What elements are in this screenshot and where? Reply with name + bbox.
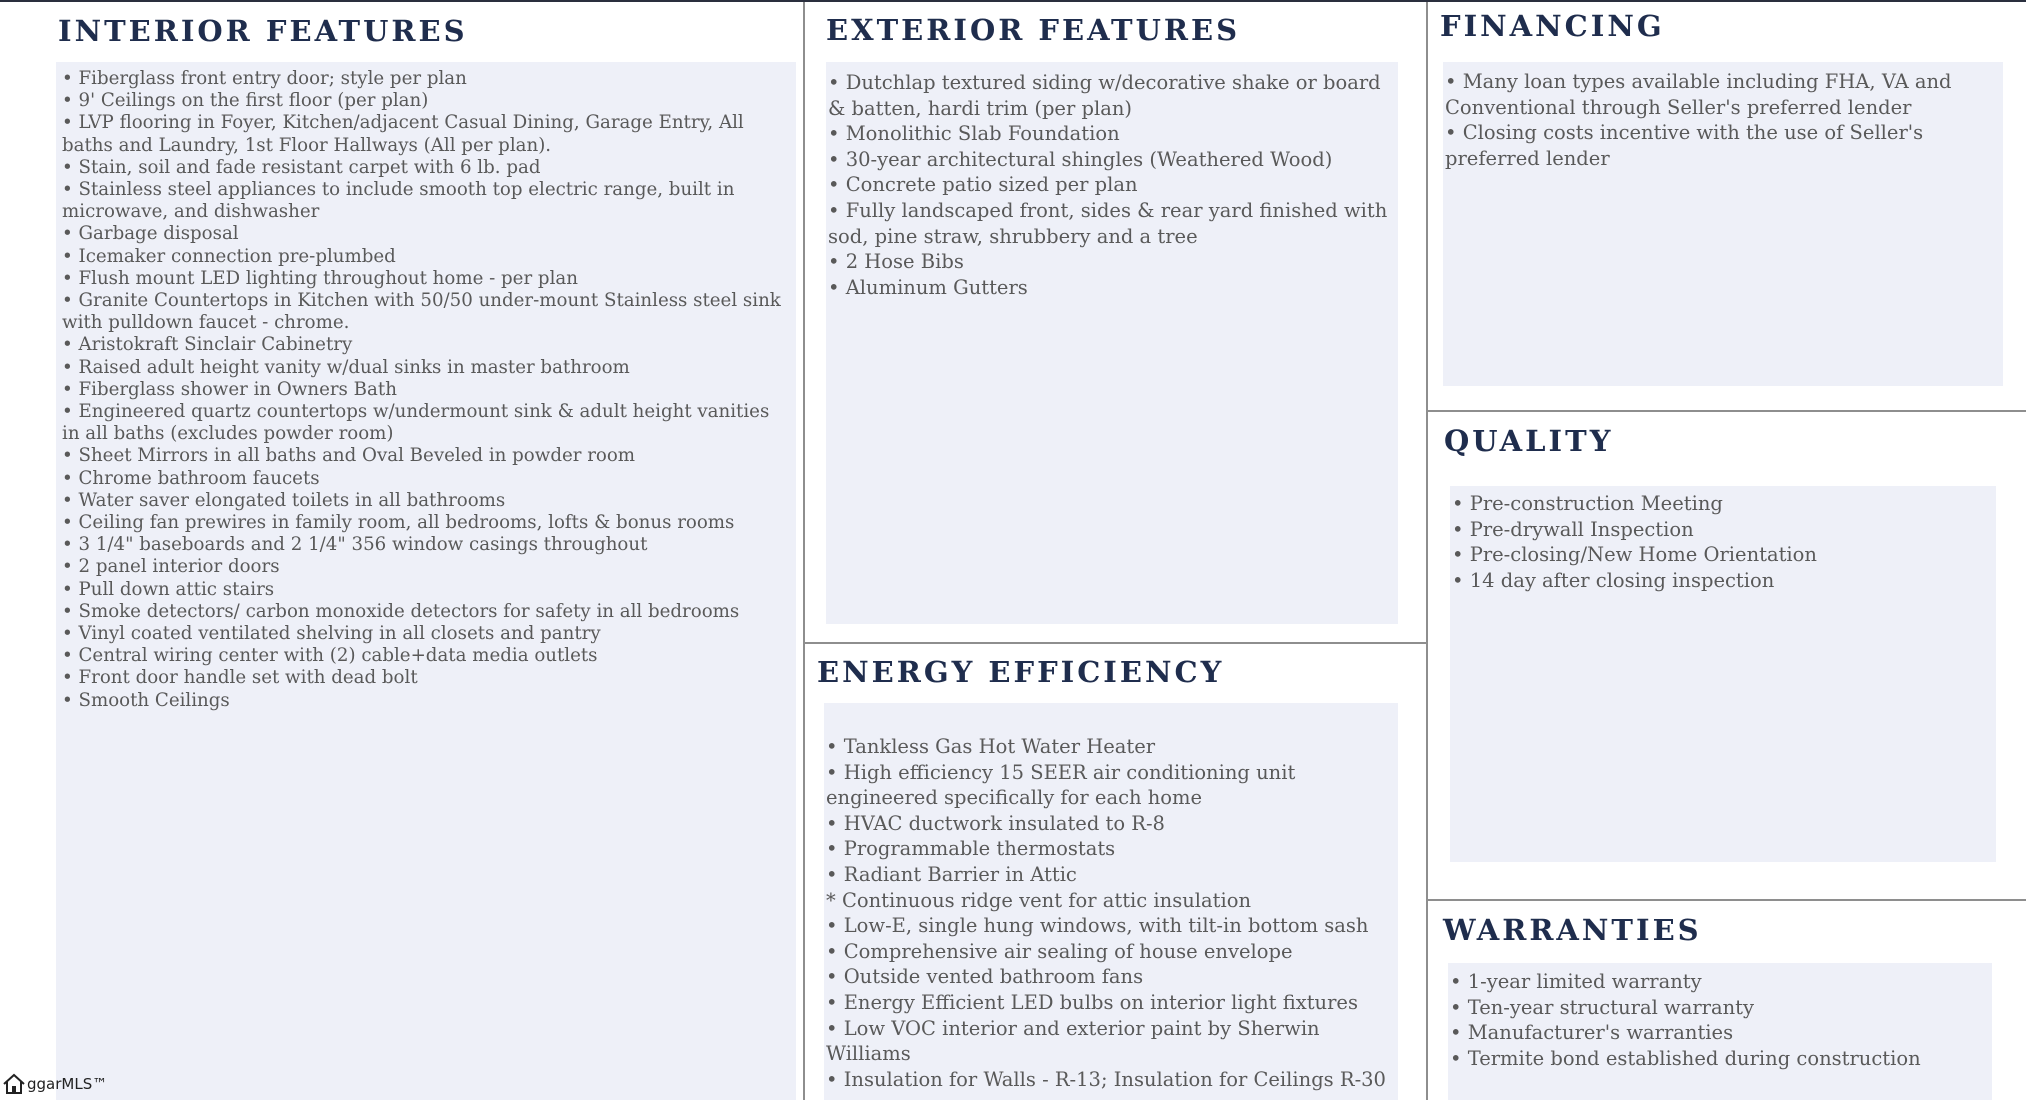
- list-item: • Icemaker connection pre-plumbed: [62, 245, 396, 267]
- divider-vertical-right: [1426, 2, 1428, 1100]
- list-item: • Raised adult height vanity w/dual sinks in master bathroom: [62, 356, 630, 378]
- list-item: • Termite bond established during construction: [1450, 1046, 1921, 1070]
- list-item: • Central wiring center with (2) cable+data media outlets: [62, 645, 598, 667]
- financing-list: [1445, 69, 2001, 171]
- divider-horizontal-middle: [804, 642, 1426, 644]
- quality-panel: [1450, 486, 1996, 862]
- list-item: • Flush mount LED lighting throughout home - per plan: [62, 267, 578, 289]
- list-item: • Insulation for Walls - R-13; Insulation for Ceilings R-30: [826, 1067, 1386, 1091]
- list-item: • Granite Countertops in Kitchen with 50/50 under-mount Stainless steel sink with pulldown faucet - chrome.: [62, 290, 781, 334]
- list-item: • Ceiling fan prewires in family room, all bedrooms, lofts & bonus rooms: [62, 512, 735, 534]
- list-item: • Water saver elongated toilets in all bathrooms: [62, 489, 506, 511]
- top-border: [0, 0, 2026, 2]
- list-item: • Pre-construction Meeting: [1452, 492, 1723, 515]
- list-item: • Outside vented bathroom fans: [826, 965, 1144, 989]
- list-item: • Comprehensive air sealing of house envelope: [826, 939, 1293, 963]
- list-item: • 14 day after closing inspection: [1452, 568, 1775, 592]
- divider-horizontal-right-bottom: [1427, 899, 2026, 901]
- list-item: • Low VOC interior and exterior paint by Sherwin Williams: [826, 1016, 1320, 1066]
- financing-heading: FINANCING: [1440, 9, 1665, 43]
- list-item: • 3 1/4" baseboards and 2 1/4" 356 window casings throughout: [62, 534, 648, 556]
- list-item: • Fiberglass front entry door; style per plan: [62, 68, 467, 89]
- list-item: • Stain, soil and fade resistant carpet with 6 lb. pad: [62, 156, 541, 178]
- list-item: • Low-E, single hung windows, with tilt-in bottom sash: [826, 914, 1369, 938]
- list-item: • 2 panel interior doors: [62, 556, 280, 578]
- divider-horizontal-right-top: [1427, 410, 2026, 412]
- list-item: • Tankless Gas Hot Water Heater: [826, 735, 1156, 758]
- list-item: • 1-year limited warranty: [1450, 970, 1702, 993]
- interior-features-list: [62, 68, 790, 712]
- list-item: • High efficiency 15 SEER air conditioning unit engineered specifically for each home: [826, 760, 1296, 810]
- warranties-panel: [1448, 963, 1992, 1100]
- list-item: • Concrete patio sized per plan: [828, 173, 1138, 197]
- energy-efficiency-heading: ENERGY EFFICIENCY: [817, 655, 1225, 689]
- list-item: • Energy Efficient LED bulbs on interior light fixtures: [826, 990, 1358, 1014]
- exterior-features-list: [828, 70, 1396, 300]
- energy-efficiency-panel: [824, 703, 1398, 1100]
- list-item: • Pre-closing/New Home Orientation: [1452, 543, 1817, 567]
- list-item: • Smooth Ceilings: [62, 689, 230, 711]
- house-icon: [2, 1072, 26, 1096]
- quality-list: [1452, 491, 1996, 593]
- list-item: • HVAC ductwork insulated to R-8: [826, 811, 1165, 835]
- list-item: • Many loan types available including FHA, VA and Conventional through Seller's preferred lender: [1445, 70, 1952, 119]
- list-item: • 30-year architectural shingles (Weathered Wood): [828, 147, 1333, 171]
- list-item: • Fiberglass shower in Owners Bath: [62, 378, 397, 400]
- list-item: • Aristokraft Sinclair Cabinetry: [62, 334, 353, 356]
- list-item: • Aluminum Gutters: [828, 275, 1028, 299]
- quality-heading: QUALITY: [1444, 424, 1614, 458]
- list-item: * Continuous ridge vent for attic insulation: [826, 888, 1252, 912]
- energy-efficiency-list: [826, 734, 1396, 1092]
- list-item: • Dutchlap textured siding w/decorative shake or board & batten, hardi trim (per plan): [828, 71, 1381, 120]
- list-item: • Engineered quartz countertops w/undermount sink & adult height vanities in all baths (excludes powder room): [62, 401, 770, 445]
- mls-watermark: [2, 1070, 107, 1098]
- exterior-features-heading: EXTERIOR FEATURES: [826, 13, 1241, 47]
- list-item: • Garbage disposal: [62, 223, 239, 245]
- interior-features-panel: [56, 62, 796, 1100]
- list-item: • Chrome bathroom faucets: [62, 467, 320, 489]
- list-item: • 9' Ceilings on the first floor (per plan): [62, 90, 429, 112]
- list-item: • Programmable thermostats: [826, 837, 1116, 861]
- list-item: • Smoke detectors/ carbon monoxide detectors for safety in all bedrooms: [62, 600, 740, 622]
- interior-features-heading: INTERIOR FEATURES: [58, 14, 468, 48]
- list-item: • 2 Hose Bibs: [828, 250, 964, 274]
- list-item: • Stainless steel appliances to include smooth top electric range, built in microwave, and dishwasher: [62, 179, 735, 223]
- list-item: • Vinyl coated ventilated shelving in all closets and pantry: [62, 623, 601, 645]
- list-item: • Monolithic Slab Foundation: [828, 122, 1120, 146]
- watermark-text: ggarMLS™: [27, 1075, 108, 1093]
- divider-vertical-left: [803, 2, 805, 1100]
- list-item: • Front door handle set with dead bolt: [62, 667, 418, 689]
- list-item: • Pull down attic stairs: [62, 578, 275, 600]
- list-item: • Fully landscaped front, sides & rear yard finished with sod, pine straw, shrubbery and a tree: [828, 198, 1388, 248]
- exterior-features-panel: [826, 62, 1398, 624]
- list-item: • Closing costs incentive with the use of Seller's preferred lender: [1445, 121, 1924, 170]
- warranties-list: [1450, 969, 1992, 1071]
- list-item: • LVP flooring in Foyer, Kitchen/adjacent Casual Dining, Garage Entry, All baths and Laundry, 1st Floor Hallways (All per plan).: [62, 112, 744, 156]
- list-item: • Radiant Barrier in Attic: [826, 862, 1077, 886]
- list-item: • Ten-year structural warranty: [1450, 995, 1755, 1019]
- list-item: • Sheet Mirrors in all baths and Oval Beveled in powder room: [62, 445, 636, 467]
- list-item: • Pre-drywall Inspection: [1452, 517, 1694, 541]
- warranties-heading: WARRANTIES: [1443, 913, 1702, 947]
- list-item: • Manufacturer's warranties: [1450, 1021, 1734, 1045]
- financing-panel: [1443, 62, 2003, 386]
